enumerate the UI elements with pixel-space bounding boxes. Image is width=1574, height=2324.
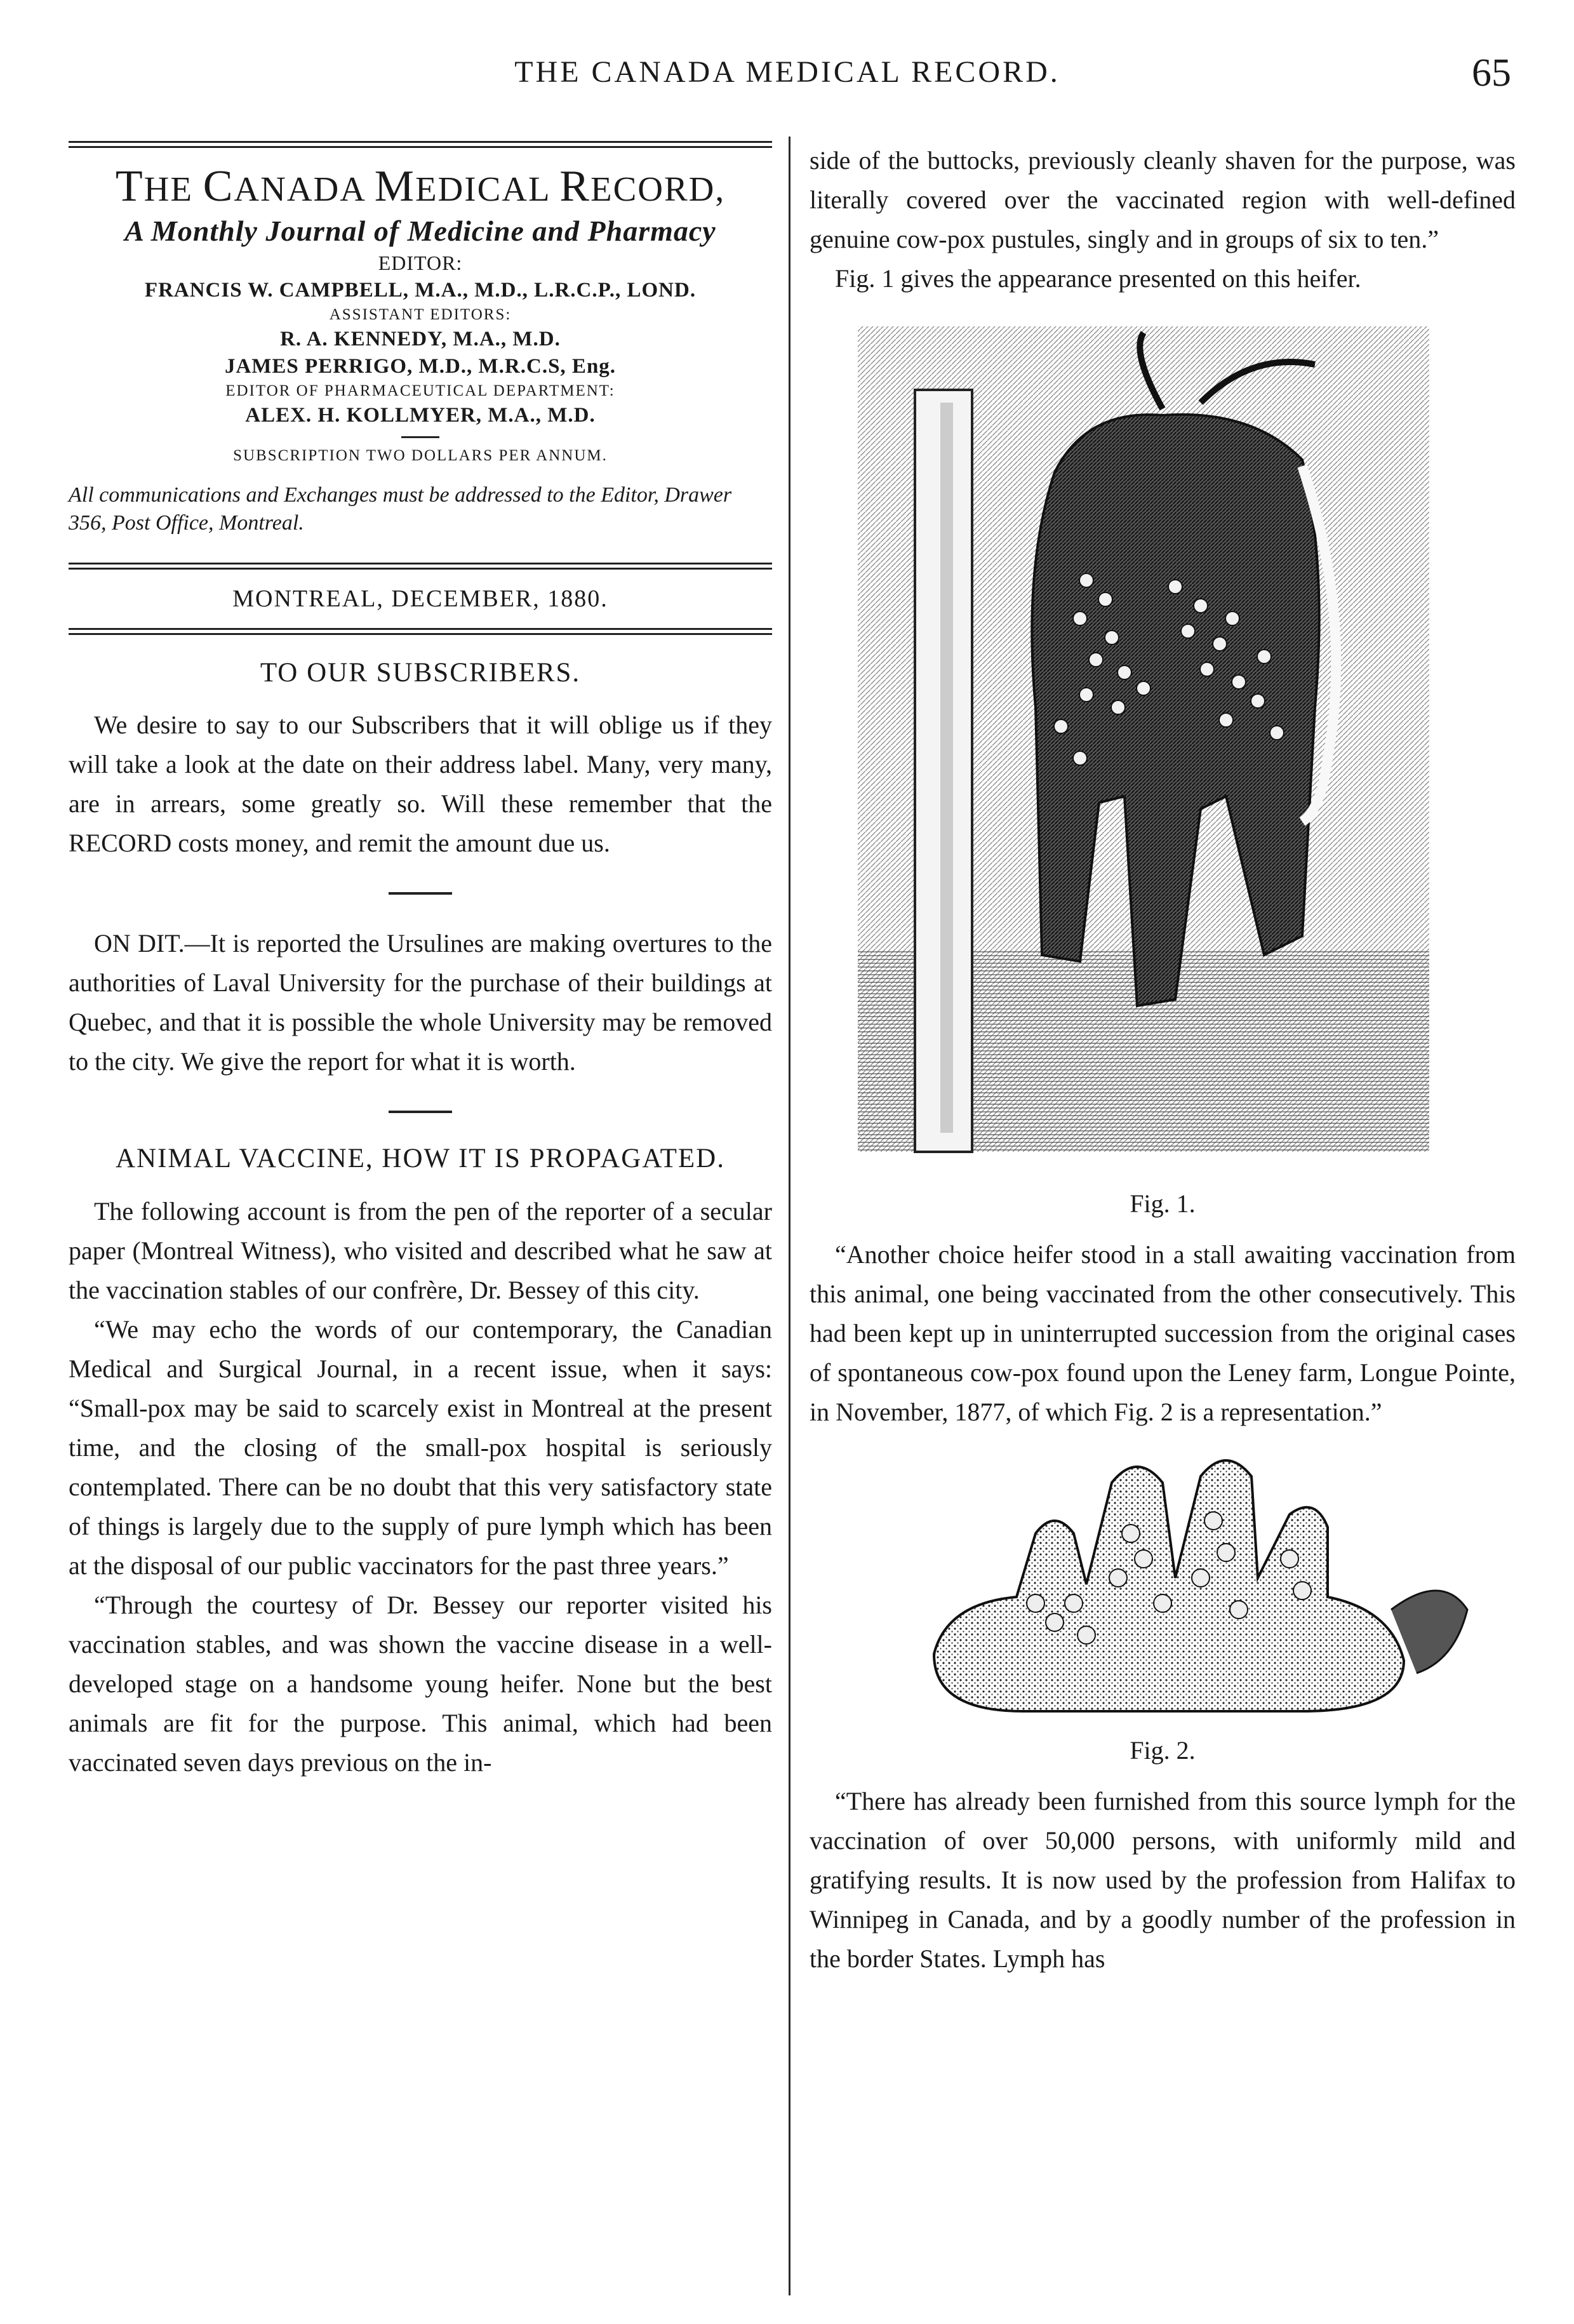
vaccine-paragraph-2: “We may echo the words of our contemporary, the Canadian Medical and Surgical Journal, in a recent issue, when it says: “Small-pox may be said to scarcely exist in Montreal at the present time, and the closing of the small-pox hospital is seriously contemplated. There can be no doubt that this very satisfactory state of things is largely due to the supply of pure lymph which has been at the disposal of our public vaccinators for the past three years.”: [69, 1315, 772, 1580]
title-cap: M: [374, 162, 415, 211]
editor-name: FRANCIS W. CAMPBELL, M.A., M.D., L.R.C.P., LOND.: [144, 278, 697, 302]
title-small: HE: [143, 170, 203, 208]
assistant-editors-label: ASSISTANT EDITORS:: [329, 305, 512, 323]
on-dit-paragraph: ON DIT.—It is reported the Ursulines are making overtures to the authorities of Laval University for the purchase of their buildings at Quebec, and that it is possible the whole University may be removed to the city. We give the report for what it is worth.: [69, 929, 772, 1076]
title-cap: C: [203, 162, 234, 211]
pharmaceutical-editor-label: EDITOR OF PHARMACEUTICAL DEPARTMENT:: [225, 382, 615, 399]
masthead-title: [69, 163, 772, 210]
spacer: [69, 1175, 772, 1192]
spacer: [69, 689, 772, 705]
masthead-subtitle: A Monthly Journal of Medicine and Pharmacy: [124, 214, 716, 247]
spacer: [810, 1219, 1516, 1235]
pharmaceutical-editor: ALEX. H. KOLLMYER, M.A., M.D.: [245, 403, 596, 427]
subscribers-paragraph: We desire to say to our Subscribers that it will oblige us if they will take a look at the date on their address label. Many, very many, are in arrears, some greatly so. Will these remember that the RECORD costs money, and remit the amount due us.: [69, 711, 772, 858]
running-title: THE CANADA MEDICAL RECORD.: [514, 55, 1060, 89]
fig1-intro-paragraph: Fig. 1 gives the appearance presented on this heifer.: [835, 264, 1361, 293]
vaccine-paragraph-1: The following account is from the pen of the reporter of a secular paper (Montreal Witness), who visited and described what he saw at the vaccination stables of our confrère, Dr. Bessey of this city.: [69, 1197, 772, 1305]
lymph-paragraph: “There has already been furnished from this source lymph for the vaccination of over 50,000 persons, with uniformly mild and gratifying results. It is now used by the profession from Halifax to Winnipeg in Canada, and by a goodly number of the profession in the border States. Lymph has: [810, 1787, 1516, 1973]
masthead-short-rule: [401, 436, 439, 438]
fig2-caption: Fig. 2.: [1130, 1736, 1196, 1765]
page-number: 65: [1472, 51, 1511, 95]
editor-label: EDITOR:: [378, 251, 463, 274]
cow-udder-with-cowpox-illustration: [845, 1445, 1480, 1724]
heifer-with-cowpox-pustules-illustration: [845, 314, 1480, 1177]
vaccine-paragraph-continued: side of the buttocks, previously cleanly shaven for the purpose, was literally covered over the vaccinated region with well-defined genuine cow-pox pustules, singly and in groups of six to ten.”: [810, 146, 1516, 253]
assistant-editor-2: JAMES PERRIGO, M.D., M.R.C.S, Eng.: [224, 354, 617, 378]
masthead-top-rule: [69, 141, 772, 148]
title-small: ANADA: [234, 170, 375, 208]
title-small: EDICAL: [415, 170, 560, 208]
subscribers-heading: TO OUR SUBSCRIBERS.: [260, 657, 581, 688]
correspondence-note: All communications and Exchanges must be addressed to the Editor, Drawer 356, Post Office, Montreal.: [69, 483, 732, 535]
running-head: [63, 51, 1511, 102]
fig1-caption: Fig. 1.: [1130, 1189, 1196, 1218]
vaccine-article-heading: ANIMAL VACCINE, HOW IT IS PROPAGATED.: [116, 1144, 725, 1174]
title-small: ECORD,: [590, 170, 726, 208]
dateline-bottom-rule: [69, 628, 772, 635]
spacer: [810, 1765, 1516, 1782]
dateline: MONTREAL, DECEMBER, 1880.: [232, 585, 608, 612]
section-separator: [389, 1111, 452, 1113]
right-column: [810, 141, 1516, 1979]
vaccine-paragraph-3: “Through the courtesy of Dr. Bessey our reporter visited his vaccination stables, and was shown the vaccine disease in a well-developed stage on a handsome young heifer. None but the best animals are fit for the purpose. This animal, which had been vaccinated seven days previous on the in-: [69, 1591, 772, 1777]
title-cap: R: [559, 162, 590, 211]
dateline-top-rule: [69, 563, 772, 570]
fig2-intro-paragraph: “Another choice heifer stood in a stall awaiting vaccination from this animal, one being vaccinated from the other consecutively. This had been kept up in uninterrupted succession from the original cases of spontaneous cow-pox found upon the Leney farm, Longue Pointe, in November, 1877, of which Fig. 2 is a representation.”: [810, 1240, 1516, 1426]
title-cap: T: [115, 162, 144, 211]
assistant-editor-1: R. A. KENNEDY, M.A., M.D.: [280, 327, 561, 351]
column-rule: [789, 137, 790, 2295]
section-separator: [389, 892, 452, 895]
subscription-line: SUBSCRIPTION TWO DOLLARS PER ANNUM.: [233, 446, 608, 464]
left-column: [69, 141, 772, 1782]
